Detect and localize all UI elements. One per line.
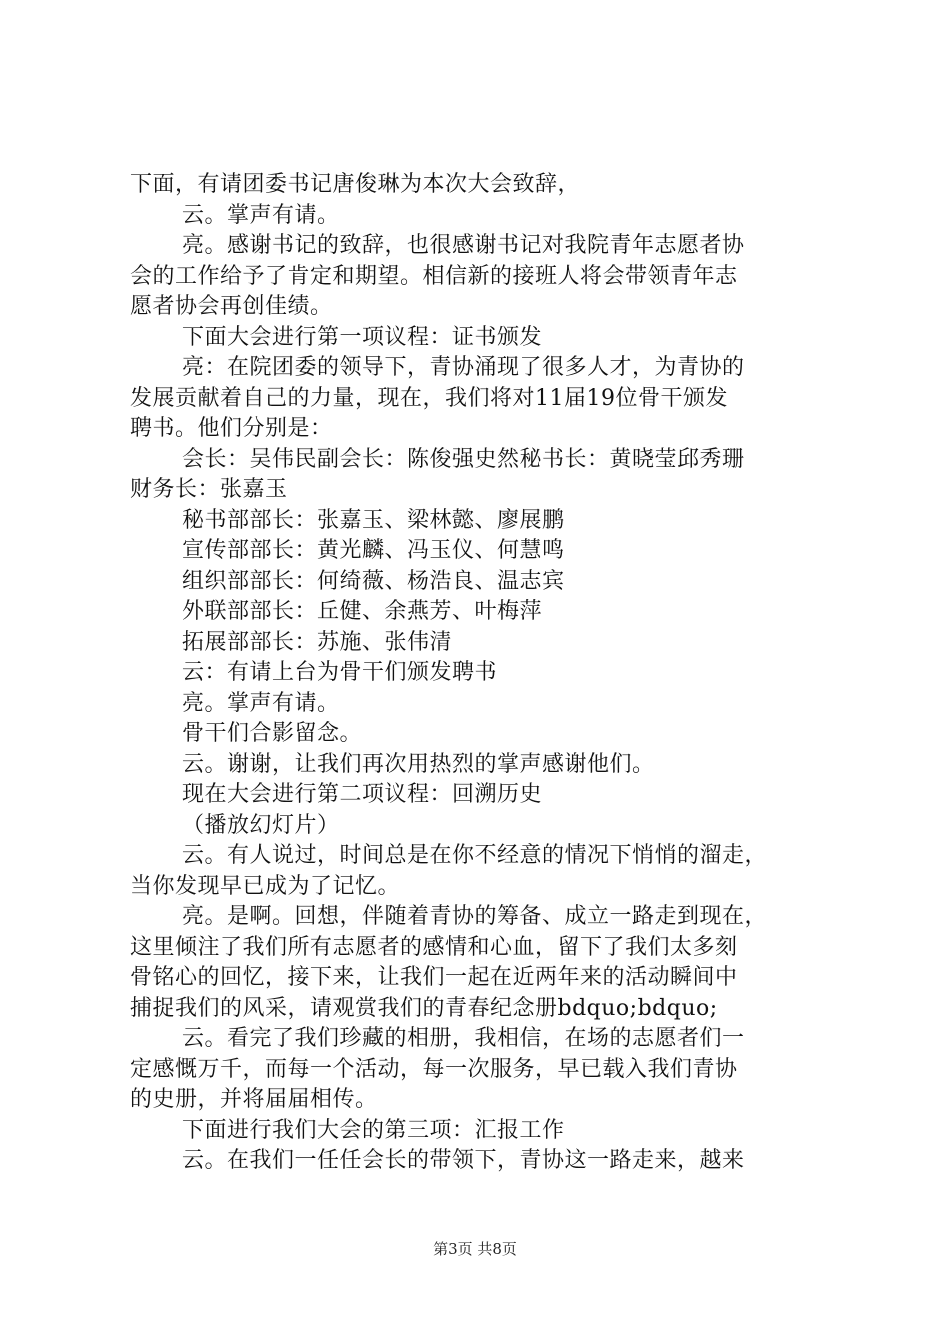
text-line: 会的工作给予了肯定和期望。相信新的接班人将会带领青年志 (130, 263, 738, 289)
text-line: 拓展部部长：苏施、张伟清 (182, 629, 453, 655)
text-line: 会长：吴伟民副会长：陈俊强史然秘书长：黄晓莹邱秀珊 (182, 446, 745, 472)
text-line: 发展贡献着自己的力量，现在，我们将对11届19位骨干颁发 (130, 385, 728, 411)
text-line: 亮。掌声有请。 (182, 690, 340, 716)
text-line: 下面进行我们大会的第三项：汇报工作 (182, 1117, 565, 1143)
text-line: 下面大会进行第一项议程：证书颁发 (182, 324, 543, 350)
text-line: 宣传部部长：黄光麟、冯玉仪、何慧鸣 (182, 538, 565, 563)
text-line: 财务长：张嘉玉 (130, 477, 288, 502)
text-line: 骨干们合影留念。 (182, 721, 363, 746)
text-line: 云。掌声有请。 (182, 202, 340, 228)
text-line: （播放幻灯片） (182, 812, 340, 838)
text-line: 亮。是啊。回想，伴随着青协的筹备、成立一路走到现在， (182, 904, 768, 929)
text-line: 愿者协会再创佳绩。 (130, 294, 333, 319)
text-line: 云。谢谢，让我们再次用热烈的掌声感谢他们。 (182, 751, 655, 777)
text-line: 亮：在院团委的领导下，青协涌现了很多人才，为青协的 (182, 355, 745, 380)
text-line: 外联部部长：丘健、余燕芳、叶梅萍 (182, 599, 543, 624)
text-line: 下面，有请团委书记唐俊琳为本次大会致辞， (130, 172, 581, 197)
page-number-footer: 第3页 共8页 (433, 1240, 517, 1258)
text-line: 云。看完了我们珍藏的相册，我相信，在场的志愿者们一 (182, 1026, 745, 1051)
text-line: 亮。感谢书记的致辞，也很感谢书记对我院青年志愿者协 (182, 233, 745, 258)
text-line: 云。在我们一任任会长的带领下，青协这一路走来，越来 (182, 1148, 745, 1173)
text-line: 聘书。他们分别是： (130, 416, 333, 441)
text-line: 云。有人说过，时间总是在你不经意的情况下悄悄的溜走， (182, 843, 768, 868)
text-line: 现在大会进行第二项议程：回溯历史 (182, 782, 543, 807)
document-body (130, 170, 830, 1177)
text-line: 捕捉我们的风采，请观赏我们的青春纪念册bdquo;bdquo; (130, 995, 718, 1021)
text-line: 云：有请上台为骨干们颁发聘书 (182, 660, 498, 685)
text-line: 骨铭心的回忆，接下来，让我们一起在近两年来的活动瞬间中 (130, 965, 738, 990)
text-line: 当你发现早已成为了记忆。 (130, 873, 401, 899)
text-line: 的史册，并将届届相传。 (130, 1087, 378, 1112)
text-line: 这里倾注了我们所有志愿者的感情和心血，留下了我们太多刻 (130, 934, 738, 960)
text-line: 定感慨万千，而每一个活动，每一次服务，早已载入我们青协 (130, 1056, 738, 1082)
text-line: 组织部部长：何绮薇、杨浩良、温志宾 (182, 568, 565, 594)
text-line: 秘书部部长：张嘉玉、梁林懿、廖展鹏 (182, 507, 565, 533)
